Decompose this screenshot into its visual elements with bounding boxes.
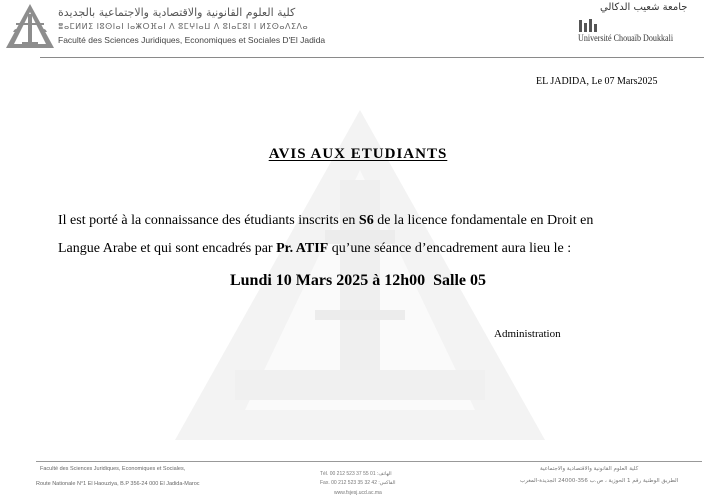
footer-website: www.fsjesj.ucd.ac.ma [334, 490, 382, 496]
body-line-1 [58, 213, 593, 229]
university-name-arabic: جامعة شعيب الدكالي [600, 2, 688, 13]
footer-address-french: Route Nationale N°1 El Haouziya, B.P 356-24 000 El Jadida-Maroc [36, 481, 200, 487]
notice-title-text: AVIS AUX ETUDIANTS [268, 146, 448, 162]
body-line-2-post: qu’une séance d’encadrement aura lieu le : [328, 241, 572, 256]
university-name-french: Université Chouaïb Doukkali [578, 34, 674, 44]
footer-faculty-name-arabic: كلية العلوم القانونية والاقتصادية والاجتماعية [540, 466, 639, 472]
faculty-name-french: Faculté des Sciences Juridiques, Economiques et Sociales D'El Jadida [58, 35, 326, 45]
body-line-2-pre: Langue Arabe et qui sont encadrés par [58, 241, 277, 256]
university-logo [578, 18, 600, 32]
body-line-2 [58, 241, 571, 257]
footer-fax: Fax. 00 212 523 35 32 42 :الفاكس [320, 480, 396, 486]
faculty-name-arabic: كلية العلوم القانونية والاقتصادية والاجتماعية بالجديدة [58, 6, 296, 19]
faculty-logo [4, 2, 56, 52]
session-details: Lundi 10 Mars 2025 à 12h00 Salle 05 [229, 272, 487, 289]
body-line-1-pre: Il est porté à la connaissance des étudiants inscrits en [58, 213, 359, 228]
notice-title [0, 146, 716, 163]
semester-label: S6 [358, 213, 374, 228]
professor-name: Pr. ATIF [276, 241, 329, 256]
date-line: EL JADIDA, Le 07 Mars2025 [536, 76, 658, 87]
footer-faculty-name: Faculté des Sciences Juridiques, Economiques et Sociales, [40, 466, 186, 472]
signature: Administration [494, 328, 561, 340]
footer-divider [36, 461, 702, 462]
footer-address-arabic: الطريق الوطنية رقم 1 الحوزية ، ص.ب 356-24000 الجديدة-المغرب [520, 478, 679, 484]
header-divider [40, 57, 704, 58]
faculty-name-amazigh: ⴻⴰⵎⵍⵍⵉ ⵏⵓⵙⵏⴰⵏ ⵏⴰⵥⵔⴼⴰⵏ ⴷ ⵓⵎⵖⵏⴰⵡ ⴷ ⵓⵏⴰⵎⵓⵏ ⵏ ⵍⵉⵙⴰⴷⵉⴷⴰ [58, 22, 309, 31]
footer-phone: Tél. 00 212 523 37 55 01 :الهاتف [320, 471, 392, 477]
body-line-1-post: de la licence fondamentale en Droit en [373, 213, 594, 228]
